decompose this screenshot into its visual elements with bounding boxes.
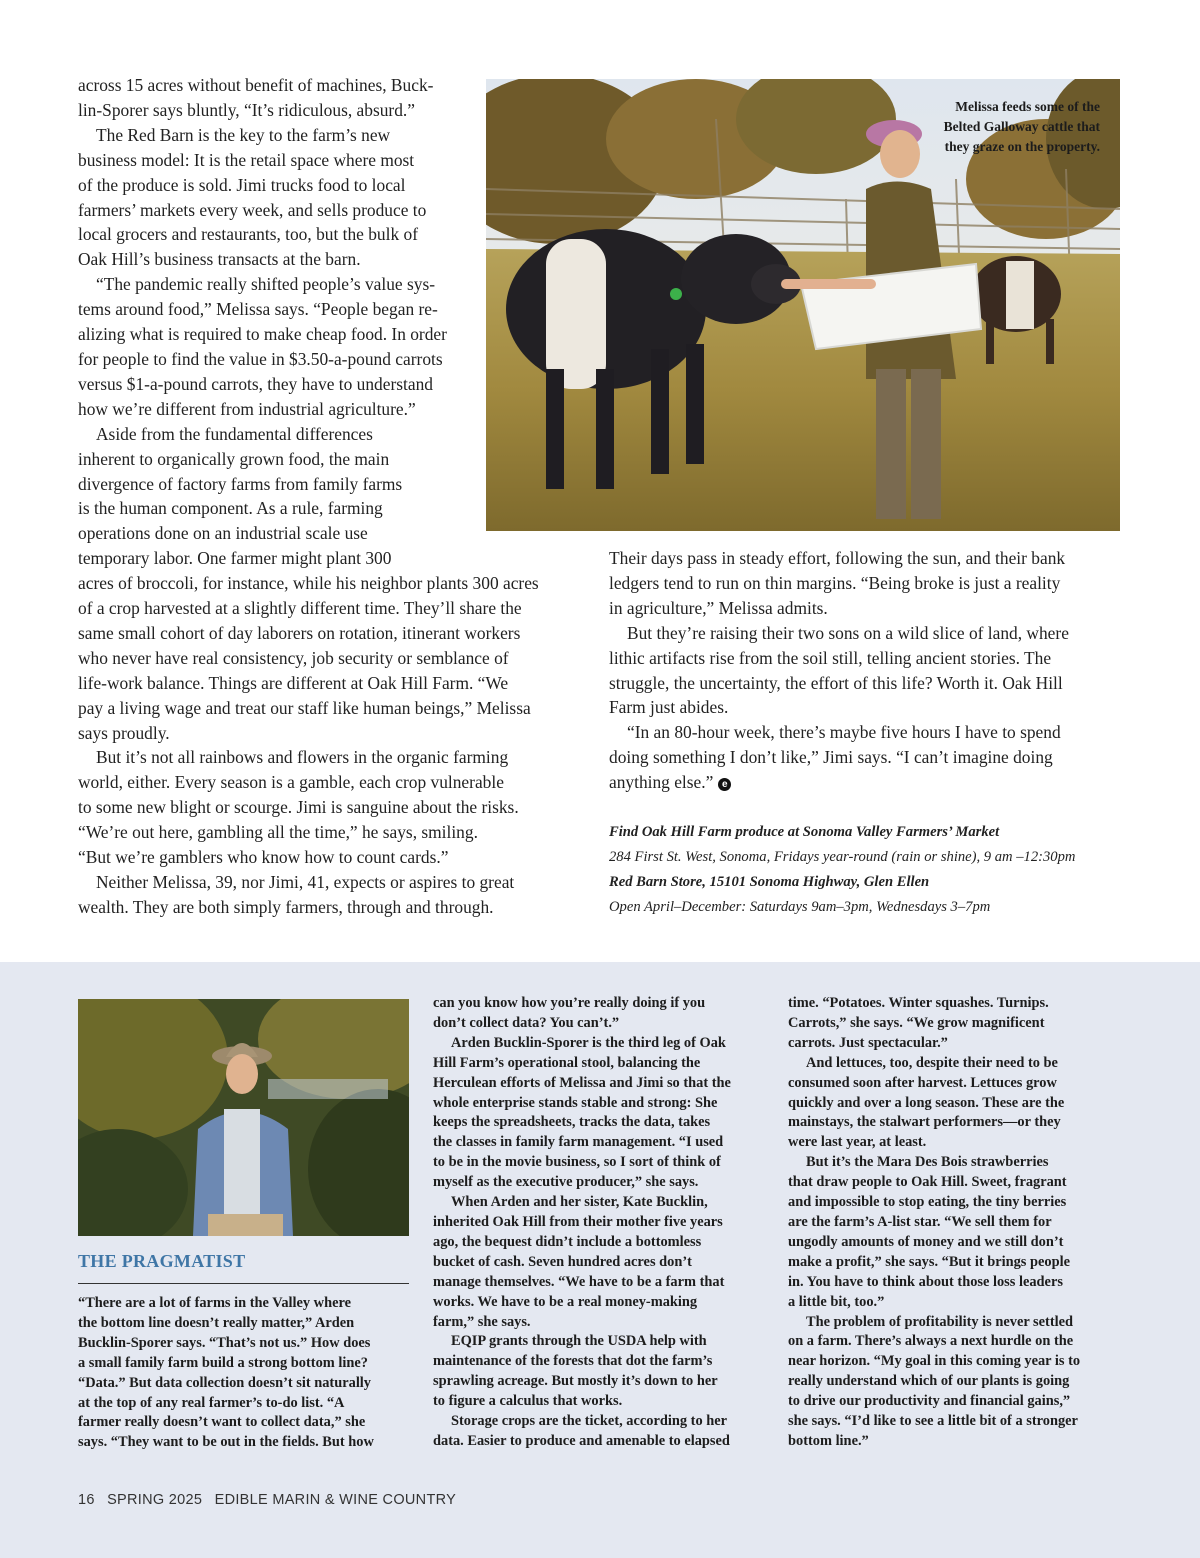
publication-name: EDIBLE MARIN & WINE COUNTRY bbox=[214, 1492, 457, 1508]
sidebar-column-3 bbox=[788, 994, 1133, 1452]
text-line: ungodly amounts of money and we still don’t bbox=[788, 1233, 1064, 1250]
sidebar-column-1 bbox=[78, 1294, 418, 1453]
text-line: near horizon. “My goal in this coming year is to bbox=[788, 1353, 1081, 1370]
text-line: wealth. They are both simply farmers, through and through. bbox=[78, 896, 494, 917]
text-line: to drive our productivity and financial gains,” bbox=[788, 1393, 1071, 1410]
text-line: world, either. Every season is a gamble, each crop vulnerable bbox=[78, 772, 504, 793]
text-line: bottom line.” bbox=[788, 1432, 869, 1449]
text-line: that draw people to Oak Hill. Sweet, fragrant bbox=[788, 1174, 1067, 1191]
text-line: manage themselves. “We have to be a farm that bbox=[433, 1273, 725, 1290]
text-line: data. Easier to produce and amenable to elapsed bbox=[433, 1432, 730, 1449]
farm-info-block bbox=[609, 820, 1169, 920]
text-line: Arden Bucklin-Sporer is the third leg of Oak bbox=[451, 1034, 726, 1051]
text-line: myself as the executive producer,” she says. bbox=[433, 1174, 699, 1191]
cattle-photo bbox=[486, 79, 1120, 531]
text-line: operations done on an industrial scale use bbox=[78, 523, 368, 544]
text-line: But it’s not all rainbows and flowers in the organic farming bbox=[96, 747, 509, 768]
text-line: But it’s the Mara Des Bois strawberries bbox=[806, 1154, 1049, 1171]
text-line: is the human component. As a rule, farming bbox=[78, 498, 383, 519]
text-line: ledgers tend to run on thin margins. “Being broke is just a reality bbox=[609, 572, 1061, 593]
page-number: 16 bbox=[78, 1492, 95, 1508]
text-line: time. “Potatoes. Winter squashes. Turnips. bbox=[788, 995, 1049, 1011]
text-line: ago, the bequest didn’t include a bottomless bbox=[433, 1233, 702, 1250]
text-line: struggle, the uncertainty, the effort of this life? Worth it. Oak Hill bbox=[609, 672, 1063, 693]
text-line: tems around food,” Melissa says. “People began re- bbox=[78, 299, 438, 320]
text-line: she says. “I’d like to see a little bit of a stronger bbox=[788, 1413, 1078, 1430]
text-line: But they’re raising their two sons on a wild slice of land, where bbox=[627, 622, 1069, 643]
issue-label: SPRING 2025 bbox=[107, 1492, 203, 1508]
end-mark-icon: e bbox=[718, 778, 731, 791]
text-line: says proudly. bbox=[78, 722, 170, 743]
text-line: to figure a calculus that works. bbox=[433, 1393, 623, 1410]
text-line: for people to find the value in $3.50-a-pound carrots bbox=[78, 348, 443, 369]
text-line: sprawling acreage. But mostly it’s down to her bbox=[433, 1373, 718, 1390]
text-line: And lettuces, too, despite their need to be bbox=[806, 1054, 1058, 1071]
text-line: and impossible to stop eating, the tiny berries bbox=[788, 1194, 1067, 1211]
text-line: whole enterprise stands stable and strong: She bbox=[433, 1094, 718, 1111]
store-title: Red Barn Store, 15101 Sonoma Highway, Glen Ellen bbox=[609, 874, 930, 890]
text-line: Carrots,” she says. “We grow magnificent bbox=[788, 1014, 1045, 1031]
text-line: Aside from the fundamental differences bbox=[96, 423, 373, 444]
text-line: to be in the movie business, so I sort of think of bbox=[433, 1154, 721, 1171]
text-line: bucket of cash. Seven hundred acres don’t bbox=[433, 1253, 692, 1270]
text-line: temporary labor. One farmer might plant 300 bbox=[78, 548, 392, 569]
text-line: inherited Oak Hill from their mother five years bbox=[433, 1213, 723, 1230]
text-line: a small family farm build a strong bottom line? bbox=[78, 1354, 368, 1371]
text-line: across 15 acres without benefit of machines, Buck- bbox=[78, 75, 434, 95]
market-title: Find Oak Hill Farm produce at Sonoma Valley Farmers’ Market bbox=[609, 824, 1000, 840]
text-line: Herculean efforts of Melissa and Jimi so that the bbox=[433, 1074, 731, 1091]
text-line: “In an 80-hour week, there’s maybe five hours I have to spend bbox=[627, 722, 1061, 743]
text-line: the bottom line doesn’t really matter,” Arden bbox=[78, 1314, 355, 1331]
text-line: keeps the spreadsheets, tracks the data, takes bbox=[433, 1114, 711, 1131]
text-line: were last year, at least. bbox=[788, 1134, 927, 1151]
page-footer bbox=[78, 1492, 464, 1508]
text-line: of a crop harvested at a slightly different time. They’ll share the bbox=[78, 598, 522, 619]
right-column-text bbox=[609, 546, 1129, 795]
text-line: in agriculture,” Melissa admits. bbox=[609, 597, 828, 618]
text-line: lin-Sporer says bluntly, “It’s ridiculous, absurd.” bbox=[78, 99, 415, 120]
text-line: When Arden and her sister, Kate Bucklin, bbox=[451, 1194, 708, 1211]
text-line: inherent to organically grown food, the main bbox=[78, 448, 390, 469]
text-line: at the top of any real farmer’s to-do list. “A bbox=[78, 1394, 345, 1411]
text-line: versus $1-a-pound carrots, they have to understand bbox=[78, 373, 433, 394]
text-line: life-work balance. Things are different at Oak Hill Farm. “We bbox=[78, 672, 509, 693]
text-line: farmers’ markets every week, and sells produce to bbox=[78, 199, 427, 220]
text-line: Storage crops are the ticket, according to her bbox=[451, 1413, 728, 1430]
text-line: works. We have to be a real money-making bbox=[433, 1293, 698, 1310]
text-line: alizing what is required to make cheap food. In order bbox=[78, 324, 447, 345]
text-line: Their days pass in steady effort, following the sun, and their bank bbox=[609, 548, 1066, 568]
text-line: The Red Barn is the key to the farm’s new bbox=[96, 124, 391, 145]
text-line: EQIP grants through the USDA help with bbox=[451, 1333, 707, 1350]
sidebar-column-2 bbox=[433, 994, 778, 1452]
text-line: quickly and over a long season. These are the bbox=[788, 1094, 1065, 1111]
text-line: Hill Farm’s operational stool, balancing the bbox=[433, 1054, 701, 1071]
text-line: can you know how you’re really doing if you bbox=[433, 995, 706, 1011]
text-line: to some new blight or scourge. Jimi is sanguine about the risks. bbox=[78, 797, 519, 818]
text-line: pay a living wage and treat our staff like human beings,” Melissa bbox=[78, 697, 531, 718]
text-line: consumed soon after harvest. Lettuces grow bbox=[788, 1074, 1057, 1091]
text-line: in. You have to think about those loss leaders bbox=[788, 1273, 1063, 1290]
text-line: Bucklin-Sporer says. “That’s not us.” How does bbox=[78, 1334, 371, 1351]
text-line: the classes in family farm management. “I used bbox=[433, 1134, 724, 1151]
text-line: make a profit,” she says. “But it brings people bbox=[788, 1253, 1070, 1270]
text-line: on a farm. There’s always a next hurdle on the bbox=[788, 1333, 1074, 1350]
arden-portrait-illustration bbox=[78, 999, 409, 1236]
text-line: are the farm’s A-list star. “We sell them for bbox=[788, 1213, 1052, 1230]
text-line: Oak Hill’s business transacts at the barn. bbox=[78, 249, 361, 270]
text-line: of the produce is sold. Jimi trucks food to local bbox=[78, 174, 406, 195]
text-line: don’t collect data? You can’t.” bbox=[433, 1014, 620, 1031]
text-line: really understand which of our plants is going bbox=[788, 1373, 1070, 1390]
text-line: same small cohort of day laborers on rotation, itinerant workers bbox=[78, 622, 521, 643]
text-line: “Data.” But data collection doesn’t sit naturally bbox=[78, 1374, 372, 1391]
text-line: “The pandemic really shifted people’s value sys- bbox=[96, 274, 435, 295]
arden-portrait-photo bbox=[78, 999, 409, 1236]
text-line: anything else.” e bbox=[609, 770, 1129, 795]
heading-rule bbox=[78, 1283, 409, 1284]
text-line: business model: It is the retail space where most bbox=[78, 149, 415, 170]
text-line: “There are a lot of farms in the Valley where bbox=[78, 1295, 351, 1311]
text-line: how we’re different from industrial agriculture.” bbox=[78, 398, 416, 419]
text-line: The problem of profitability is never settled bbox=[806, 1313, 1074, 1330]
text-line: carrots. Just spectacular.” bbox=[788, 1034, 948, 1051]
text-line: Neither Melissa, 39, nor Jimi, 41, expects or aspires to great bbox=[96, 872, 515, 892]
text-line: farmer really doesn’t want to collect data,” she bbox=[78, 1414, 366, 1431]
text-line: lithic artifacts rise from the soil still, telling ancient stories. The bbox=[609, 647, 1052, 668]
text-line: local grocers and restaurants, too, but the bulk of bbox=[78, 224, 418, 245]
text-line: Farm just abides. bbox=[609, 697, 729, 718]
text-line: farm,” she says. bbox=[433, 1313, 531, 1330]
photo-caption: Melissa feeds some of the Belted Galloway cattle that they graze on the property. bbox=[943, 99, 1100, 154]
text-line: a little bit, too.” bbox=[788, 1293, 885, 1310]
market-details: 284 First St. West, Sonoma, Fridays year-round (rain or shine), 9 am –12:30pm bbox=[609, 849, 1076, 865]
text-line: maintenance of the forests that dot the farm’s bbox=[433, 1353, 713, 1370]
store-hours: Open April–December: Saturdays 9am–3pm, Wednesdays 3–7pm bbox=[609, 899, 991, 915]
text-line: “We’re out here, gambling all the time,” he says, smiling. bbox=[78, 822, 478, 843]
text-line: says. “They want to be out in the fields. But how bbox=[78, 1434, 374, 1451]
text-line: mainstays, the stalwart performers—or they bbox=[788, 1114, 1061, 1131]
text-line: “But we’re gamblers who know how to count cards.” bbox=[78, 847, 449, 868]
text-line: who never have real consistency, job security or semblance of bbox=[78, 647, 509, 668]
sidebar-heading: THE PRAGMATIST bbox=[78, 1251, 246, 1271]
text-line: doing something I don’t like,” Jimi says. “I can’t imagine doing bbox=[609, 747, 1053, 768]
text-line: acres of broccoli, for instance, while his neighbor plants 300 acres bbox=[78, 573, 539, 594]
text-line: divergence of factory farms from family farms bbox=[78, 473, 403, 494]
